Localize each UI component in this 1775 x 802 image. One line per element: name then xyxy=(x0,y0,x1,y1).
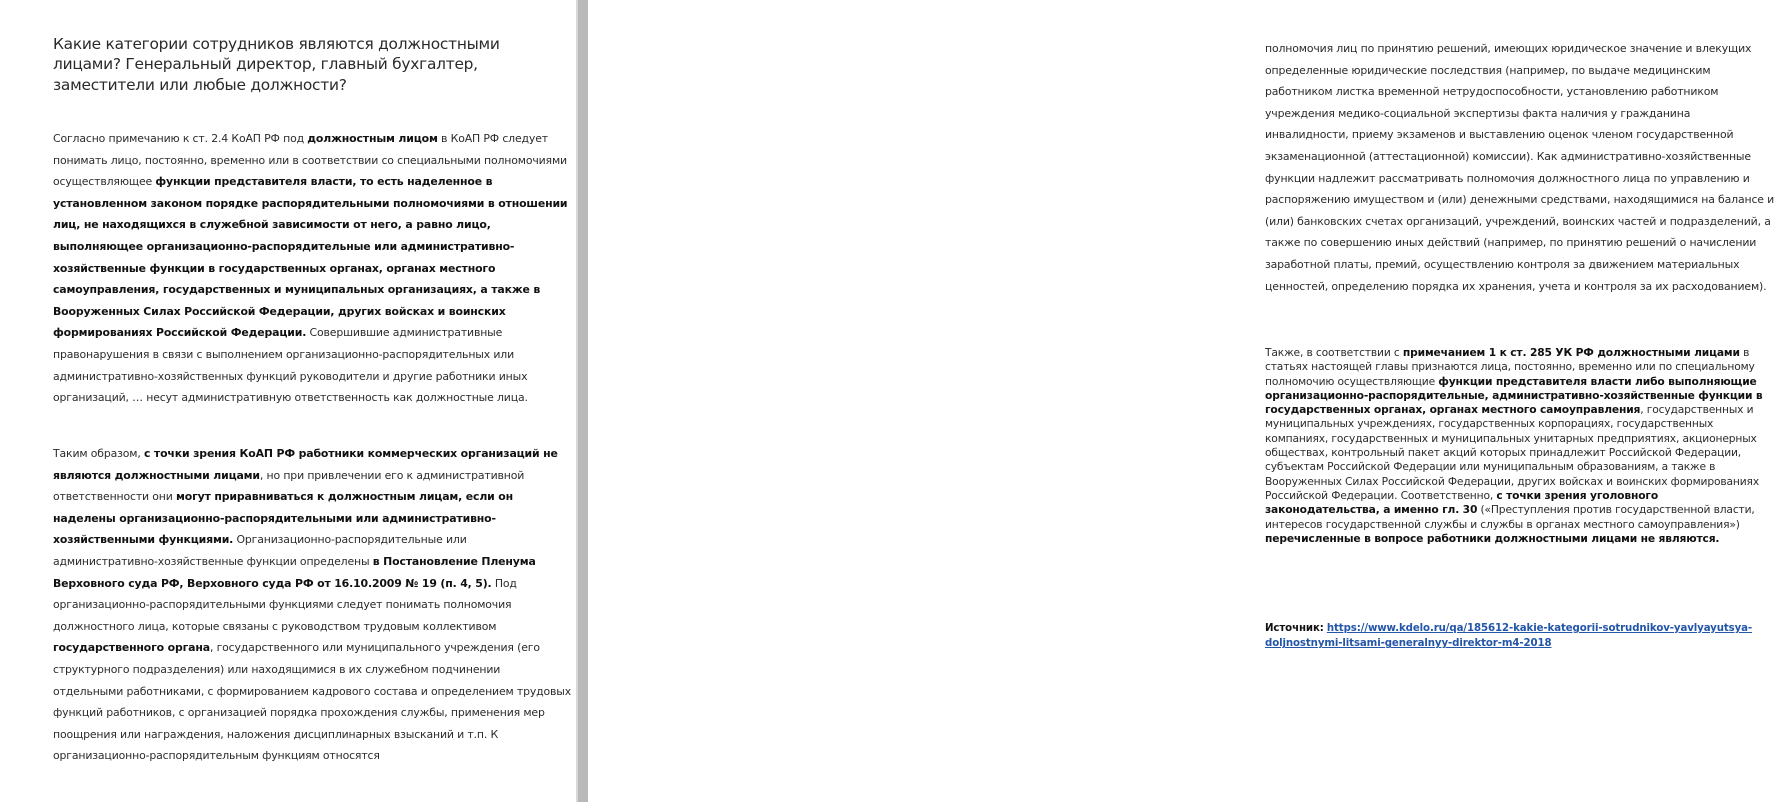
text-run: в КоАП РФ следует понимать лицо, постоянно, временно или в соответствии со специальными полномочиями осуществляющее xyxy=(53,132,567,189)
paragraph-uk-rf-note xyxy=(1265,346,1765,546)
text-run: Согласно примечанию к ст. 2.4 КоАП РФ под xyxy=(53,132,308,145)
bold-text-run: перечисленные в вопросе работники должностными лицами не являются. xyxy=(1265,531,1720,545)
source-label: Источник: xyxy=(1265,623,1324,634)
page-title: Какие категории сотрудников являются должностными лицами? Генеральный директор, главный бухгалтер, заместители или любые должности? xyxy=(53,35,500,94)
bold-text-run: функции представителя власти, то есть наделенное в установленном законом порядке распорядительными полномочиями в отношении лиц, не находящихся в служебной зависимости от него, а равно лицо, выполняющее организационно-распорядительные или административно-хозяйственные функции в государственных органах, органах местного самоуправления, государственных и муниципальных организациях, а также в Вооруженных Силах Российской Федерации, других войсках и воинских формированиях Российской Федерации. xyxy=(53,175,568,340)
text-run: Под организационно-распорядительными функциями следует понимать полномочия должностного лица, которые связаны с руководством трудовым коллективом xyxy=(53,576,517,633)
text-run: Организационно-распорядительные или административно-хозяйственные функции определены xyxy=(53,533,467,568)
bold-text-run: должностным лицом xyxy=(307,132,438,145)
paragraph-conclusion-koap xyxy=(53,443,573,767)
bold-text-run: с точки зрения уголовного законодательства, а именно гл. 30 xyxy=(1265,488,1659,517)
text-run: Также, в соответствии с xyxy=(1265,346,1403,359)
text-run: , государственного или муниципального учреждения (его структурного подразделения) или находящимися в их служебном подчинении отдельными работниками, с формированием кадрового состава и определением трудовых функций работников, с организацией порядка прохождения службы, применения мер поощрения или награждения, наложения дисциплинарных взысканий и т.п. К организационно-распорядительным функциям относятся xyxy=(53,641,572,763)
left-page xyxy=(0,0,576,802)
text-run: , но при привлечении его к административной ответственности они xyxy=(53,468,525,504)
page-gutter xyxy=(576,0,588,802)
bold-text-run: функции представителя власти либо выполняющие организационно-распорядительные, административно-хозяйственные функции в государственных органах, органах местного самоуправления xyxy=(1265,374,1763,417)
source-link[interactable]: https://www.kdelo.ru/qa/185612-kakie-kategorii-sotrudnikov-yavlyayutsya-doljnostnymi-litsami-generalnyy-direktor-m4-2018 xyxy=(1265,623,1753,650)
bold-text-run: примечанием 1 к ст. 285 УК РФ должностными лицами xyxy=(1402,346,1740,359)
text-run: Таким образом, xyxy=(53,447,144,460)
source-line xyxy=(1265,621,1765,652)
text-run: Совершившие административные правонарушения в связи с выполнением организационно-распорядительных или административно-хозяйственных функций руководители и другие работники иных организаций, … несут административную ответственность как должностные лица. xyxy=(53,326,528,405)
text-run: в статьях настоящей главы признаются лица, постоянно, временно или по специальному полномочию осуществляющие xyxy=(1265,346,1755,388)
text-run: полномочия лиц по принятию решений, имеющих юридическое значение и влекущих определенные юридические последствия (например, по выдаче медицинским работником листка временной нетрудоспособности, установлению работником учреждения медико-социальной экспертизы факта наличия у гражданина инвалидности, приему экзаменов и выставлению оценок членом государственной экзаменационной (аттестационной) комиссии). Как административно-хозяйственные функции надлежит рассматривать полномочия должностного лица по управлению и распоряжению имуществом и (или) денежными средствами, находящимися на балансе и (или) банковских счетах организаций, учреждений, воинских частей и подразделений, а также по совершению иных действий (например, по принятию решений о начислении заработной платы, премий, осуществлению контроля за движением материальных ценностей, определению порядка их хранения, учета и контроля за их расходованием). xyxy=(1265,42,1775,293)
right-page xyxy=(588,0,1775,802)
text-run: , государственных и муниципальных учреждениях, государственных корпорациях, государственных компаниях, государственных и муниципальных унитарных предприятиях, акционерных обществах, контрольный пакет акций которых принадлежит Российской Федерации, субъектам Российской Федерации или муниципальным образованиям, а также в Вооруженных Силах Российской Федерации, других войсках и воинских формированиях Российской Федерации. Соответственно, xyxy=(1265,403,1760,502)
bold-text-run: с точки зрения КоАП РФ работники коммерческих организаций не являются должностными лицами xyxy=(53,447,558,482)
paragraph-functions-continued xyxy=(1265,38,1775,297)
text-run: («Преступления против государственной власти, интересов государственной службы и службы в органах местного самоуправления») xyxy=(1265,503,1755,531)
bold-text-run: государственного органа xyxy=(53,641,210,655)
paragraph-koap-definition xyxy=(53,128,573,409)
bold-text-run: могут приравниваться к должностным лицам, если он наделены организационно-распорядительными или административно-хозяйственными функциями. xyxy=(53,490,514,547)
bold-text-run: в Постановление Пленума Верховного суда РФ, Верховного суда РФ от 16.10.2009 № 19 (п. 4, 5). xyxy=(53,554,536,590)
